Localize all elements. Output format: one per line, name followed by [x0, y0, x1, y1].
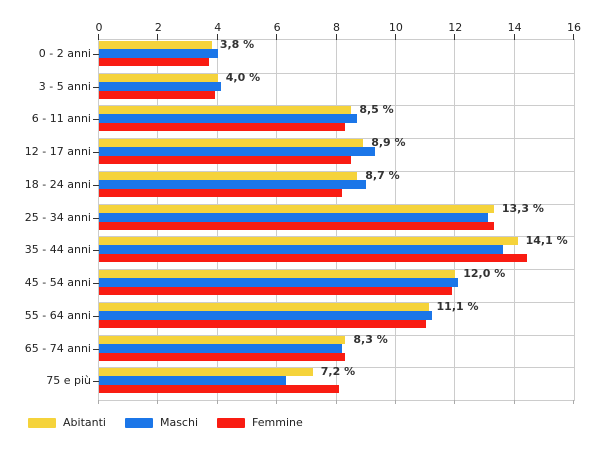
bar-femmine-3	[99, 156, 351, 164]
x-tick-label: 4	[214, 21, 222, 34]
legend-label: Maschi	[159, 416, 199, 429]
x-tick-label: 6	[273, 21, 281, 34]
x-tick-mark-bottom	[157, 400, 158, 404]
legend-label: Femmine	[252, 416, 303, 429]
x-tick-label: 2	[154, 21, 162, 34]
legend-item-maschi	[125, 416, 198, 429]
category-tick-mark	[93, 152, 99, 153]
bar-maschi-0	[99, 49, 218, 58]
category-label: 75 e più	[46, 374, 91, 388]
value-label: 12,0 %	[463, 267, 506, 281]
bar-femmine-6	[99, 254, 527, 262]
value-label: 14,1 %	[525, 234, 568, 248]
category-label: 3 - 5 anni	[38, 79, 91, 93]
x-tick-mark-bottom	[573, 400, 574, 404]
bar-abitanti-10	[99, 368, 313, 376]
x-tick-label: 10	[388, 21, 403, 34]
legend	[28, 416, 322, 429]
bar-maschi-1	[99, 82, 221, 91]
x-tick-mark	[157, 34, 158, 40]
bar-abitanti-5	[99, 205, 494, 213]
bar-abitanti-6	[99, 237, 518, 245]
bar-femmine-4	[99, 189, 342, 197]
bar-abitanti-4	[99, 172, 357, 180]
category-label: 55 - 64 anni	[24, 308, 91, 322]
category-tick-mark	[93, 87, 99, 88]
bar-maschi-4	[99, 180, 366, 189]
category-tick-mark	[93, 349, 99, 350]
x-tick-mark	[454, 34, 455, 40]
category-label: 65 - 74 anni	[24, 341, 91, 355]
x-tick-mark-bottom	[336, 400, 337, 404]
bar-maschi-2	[99, 114, 357, 123]
category-tick-mark	[93, 381, 99, 382]
bar-femmine-0	[99, 58, 209, 66]
x-tick-mark-bottom	[98, 400, 99, 404]
x-tick-mark-bottom	[514, 400, 515, 404]
category-label: 18 - 24 anni	[24, 177, 91, 191]
x-tick-mark	[336, 34, 337, 40]
abitanti-swatch-icon	[28, 418, 56, 428]
value-label: 11,1 %	[436, 299, 479, 313]
bar-femmine-8	[99, 320, 426, 328]
category-label: 25 - 34 anni	[24, 210, 91, 224]
x-tick-mark	[573, 34, 574, 40]
x-tick-mark	[395, 34, 396, 40]
category-tick-mark	[93, 283, 99, 284]
bar-abitanti-0	[99, 41, 212, 49]
bar-abitanti-2	[99, 106, 351, 114]
value-label: 8,5 %	[359, 103, 394, 117]
value-label: 7,2 %	[320, 365, 356, 379]
value-label: 13,3 %	[501, 201, 544, 215]
value-label: 3,8 %	[219, 38, 255, 51]
x-tick-mark-bottom	[276, 400, 277, 404]
bar-femmine-10	[99, 385, 339, 393]
x-tick-mark-bottom	[454, 400, 455, 404]
femmine-swatch-icon	[217, 418, 245, 428]
x-tick-mark	[217, 34, 218, 40]
x-tick-label: 12	[448, 21, 463, 34]
bar-maschi-7	[99, 278, 458, 287]
bar-femmine-5	[99, 222, 494, 230]
x-tick-mark-bottom	[217, 400, 218, 404]
bar-femmine-9	[99, 353, 345, 361]
value-label: 8,7 %	[365, 168, 400, 182]
bar-abitanti-9	[99, 336, 345, 344]
category-tick-mark	[93, 218, 99, 219]
category-label: 6 - 11 anni	[31, 112, 91, 126]
value-label: 4,0 %	[225, 70, 261, 84]
bar-abitanti-1	[99, 74, 218, 82]
category-tick-mark	[93, 119, 99, 120]
bar-maschi-10	[99, 376, 286, 385]
category-label: 0 - 2 anni	[38, 47, 91, 60]
x-tick-mark	[276, 34, 277, 40]
category-tick-mark	[93, 316, 99, 317]
category-tick-mark	[93, 54, 99, 55]
bar-maschi-9	[99, 344, 342, 353]
bar-abitanti-7	[99, 270, 455, 278]
x-tick-label: 0	[95, 21, 103, 34]
category-tick-mark	[93, 185, 99, 186]
x-tick-label: 14	[507, 21, 522, 34]
plot-area	[98, 39, 575, 401]
bar-maschi-8	[99, 311, 432, 320]
x-tick-mark-bottom	[395, 400, 396, 404]
legend-label: Abitanti	[63, 416, 106, 429]
gridline-vertical	[514, 40, 515, 400]
category-label: 35 - 44 anni	[24, 243, 91, 257]
bar-maschi-5	[99, 213, 488, 222]
bar-maschi-3	[99, 147, 375, 156]
value-label: 8,9 %	[371, 136, 406, 150]
bar-femmine-2	[99, 123, 345, 131]
bar-maschi-6	[99, 245, 503, 254]
x-tick-label: 8	[333, 21, 340, 34]
category-tick-mark	[93, 250, 99, 251]
maschi-swatch-icon	[125, 418, 153, 428]
bar-femmine-7	[99, 287, 452, 295]
category-label: 45 - 54 anni	[24, 276, 91, 290]
x-tick-label: 16	[567, 21, 581, 34]
bar-femmine-1	[99, 91, 215, 99]
x-tick-mark	[98, 34, 99, 40]
bar-abitanti-8	[99, 303, 429, 311]
x-tick-mark	[514, 34, 515, 40]
value-label: 8,3 %	[353, 332, 388, 346]
category-label: 12 - 17 anni	[24, 145, 91, 159]
bar-abitanti-3	[99, 139, 363, 147]
legend-item-femmine	[217, 416, 303, 429]
legend-item-abitanti	[28, 416, 106, 429]
